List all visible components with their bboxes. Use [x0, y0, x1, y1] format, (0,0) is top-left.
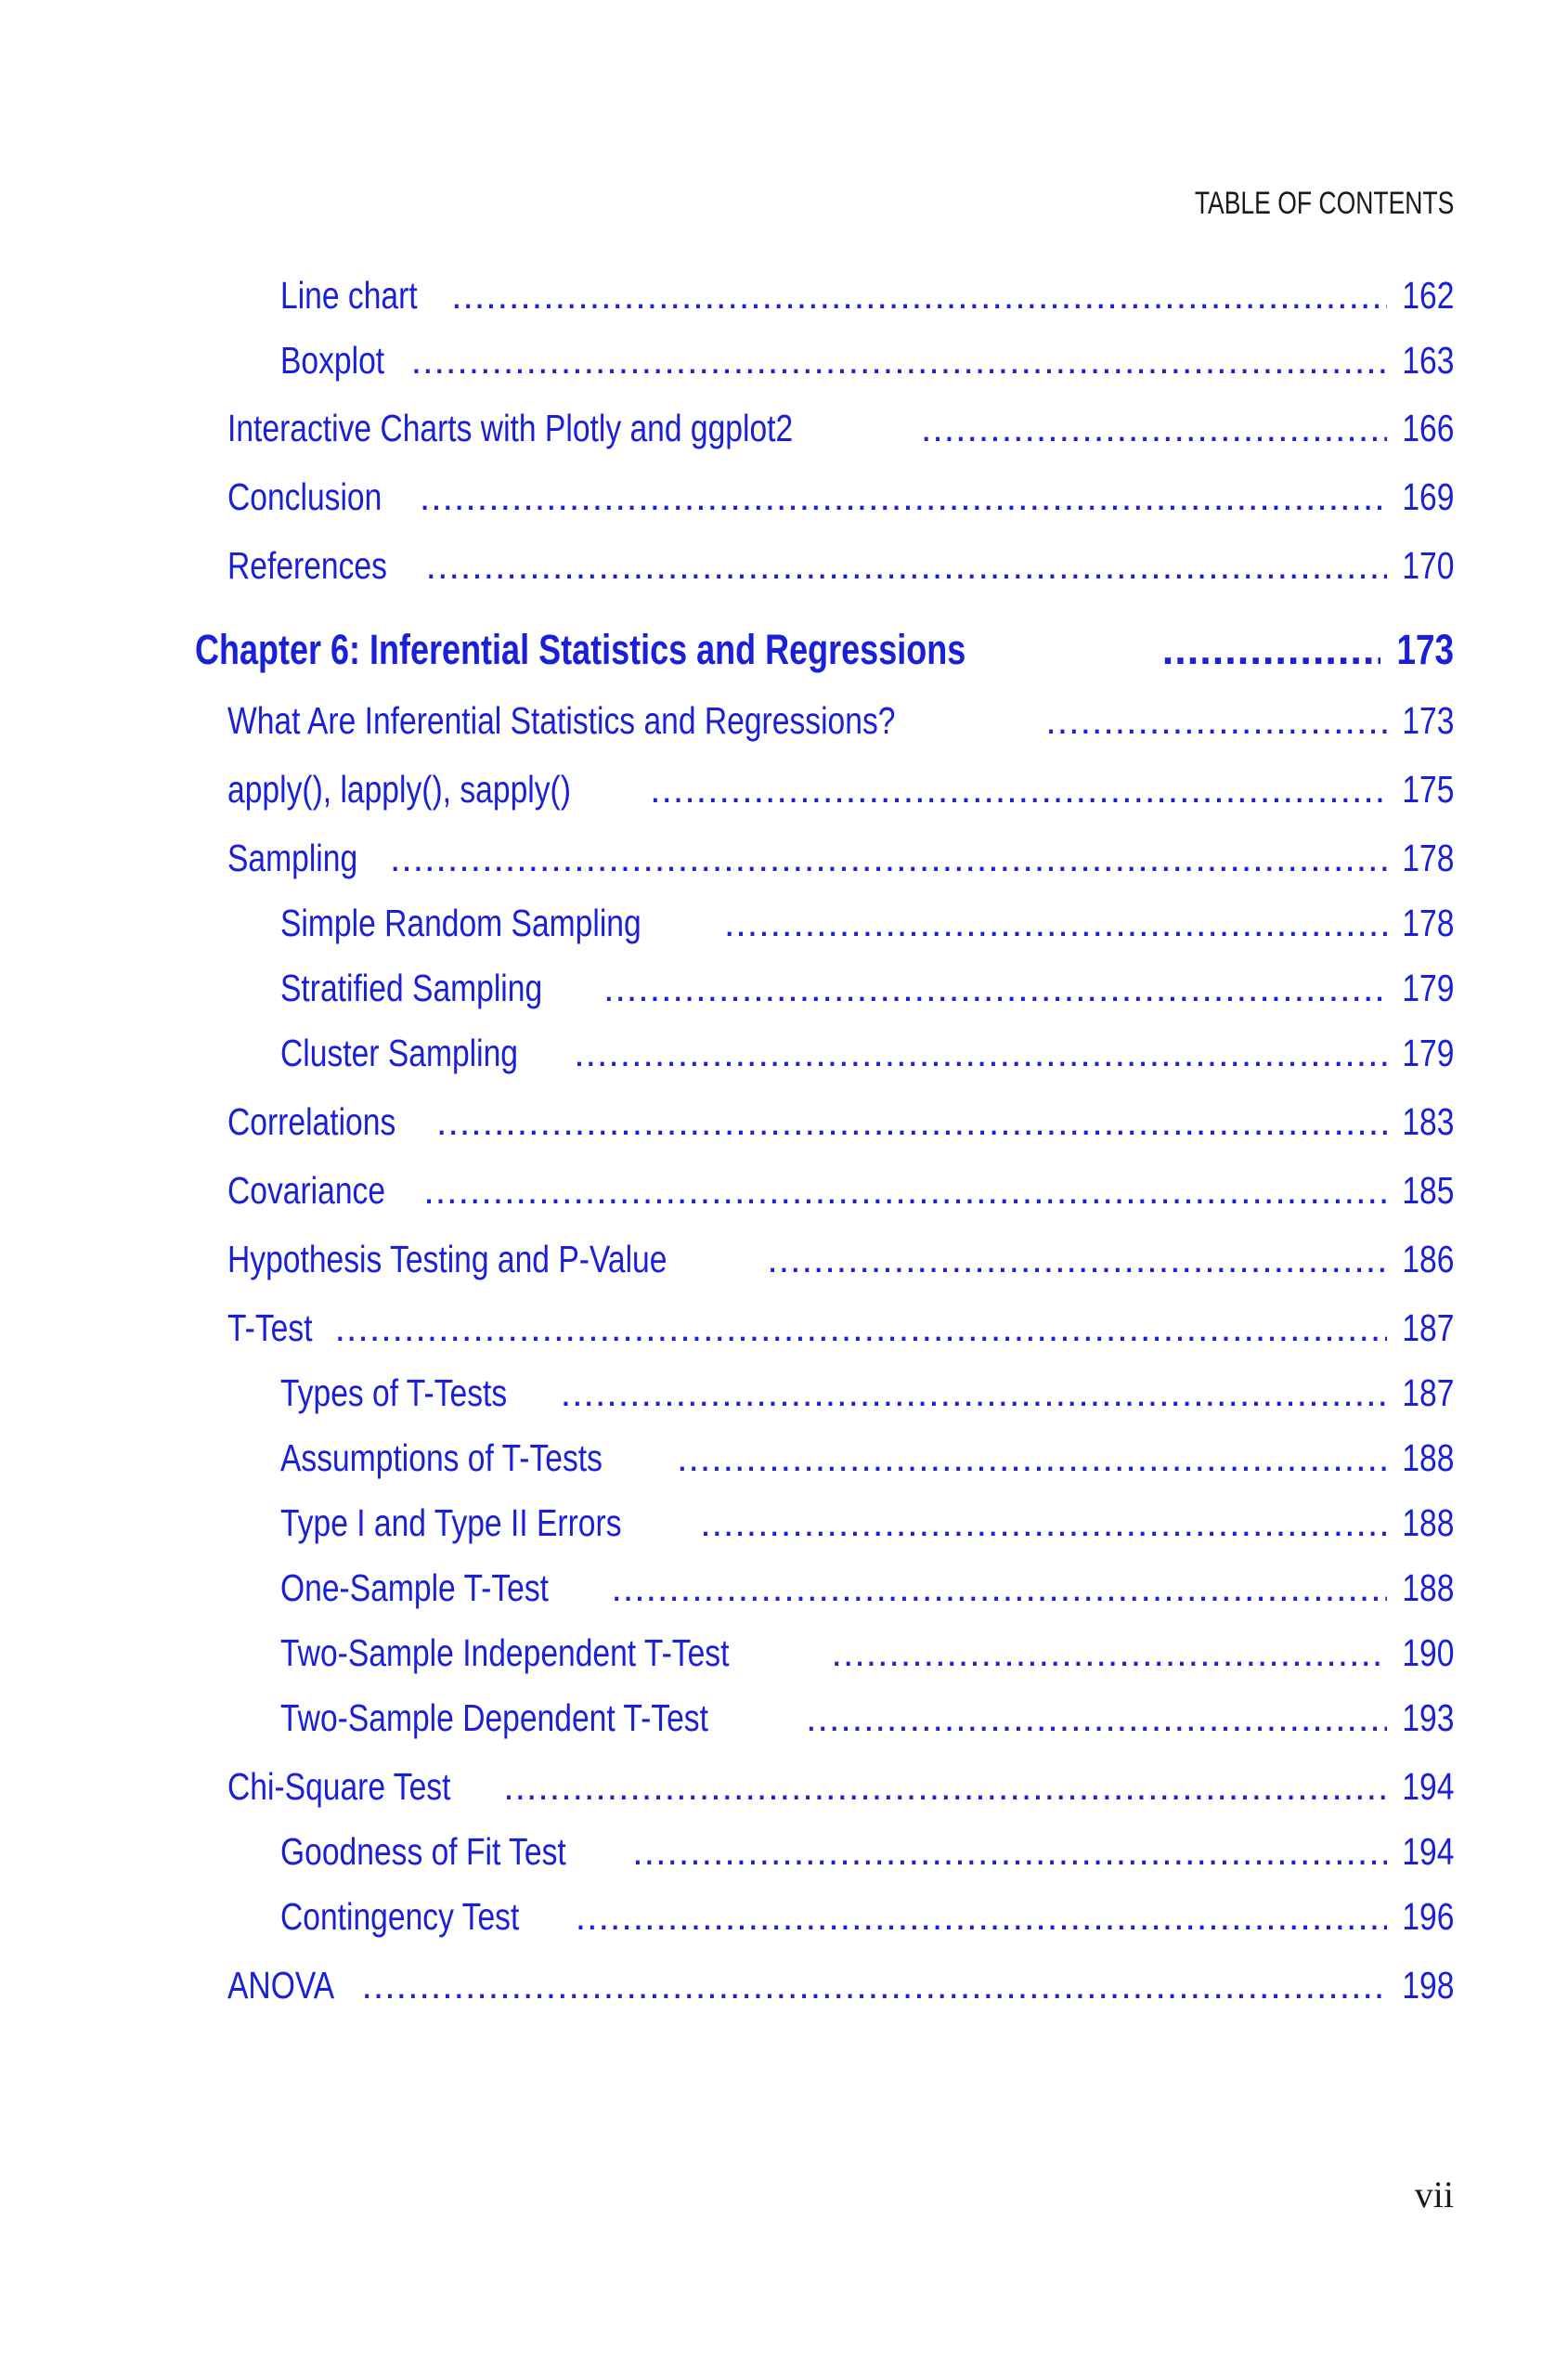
toc-dot-leader — [411, 339, 1387, 383]
toc-entry-anova[interactable] — [227, 1964, 1454, 2007]
toc-entry-label: Conclusion — [227, 475, 382, 518]
toc-entry-label: apply(), lapply(), sapply() — [227, 768, 571, 811]
toc-dot-leader — [832, 1631, 1387, 1675]
toc-entry-label: Interactive Charts with Plotly and ggplot2 — [227, 407, 794, 449]
toc-page-number: 185 — [1401, 1169, 1454, 1212]
toc-dot-leader — [806, 1696, 1386, 1740]
toc-entry-assumptions-of-t-tests[interactable] — [280, 1436, 1454, 1480]
toc-page-number: 188 — [1401, 1501, 1454, 1544]
toc-page-number: 186 — [1401, 1238, 1454, 1280]
toc-page-number: 190 — [1401, 1631, 1454, 1674]
toc-entry-chi-square-test[interactable] — [227, 1765, 1454, 1809]
toc-dot-leader — [335, 1306, 1387, 1350]
toc-page-number: 188 — [1401, 1436, 1454, 1479]
toc-entry-label: Covariance — [227, 1169, 386, 1212]
toc-dot-leader — [1045, 699, 1386, 743]
toc-page-number: 193 — [1401, 1696, 1454, 1739]
toc-dot-leader — [420, 475, 1387, 519]
toc-dot-leader — [390, 837, 1387, 880]
toc-entry-types-of-t-tests[interactable] — [280, 1371, 1454, 1415]
toc-page-number: 183 — [1401, 1100, 1454, 1143]
toc-entry-apply[interactable] — [227, 768, 1454, 812]
toc-dot-leader — [650, 768, 1386, 812]
toc-entry-two-sample-dependent-t-test[interactable] — [280, 1696, 1454, 1740]
toc-dot-leader — [503, 1765, 1386, 1809]
toc-entry-label: Stratified Sampling — [280, 967, 543, 1009]
toc-page-number: 194 — [1401, 1765, 1454, 1808]
toc-entry-boxplot[interactable] — [280, 339, 1454, 383]
toc-entry-two-sample-independent-t-test[interactable] — [280, 1631, 1454, 1675]
toc-page-number: 188 — [1401, 1566, 1454, 1609]
toc-page-number: 194 — [1401, 1830, 1454, 1873]
toc-page-number: 170 — [1401, 544, 1454, 587]
toc-dot-leader — [921, 407, 1387, 450]
toc-dot-leader — [362, 1964, 1387, 2007]
toc-entry-label: Correlations — [227, 1100, 396, 1143]
toc-entry-label: Boxplot — [280, 339, 385, 382]
toc-entry-label: T-Test — [227, 1306, 313, 1349]
toc-dot-leader — [677, 1436, 1387, 1480]
toc-dot-leader — [611, 1566, 1386, 1610]
toc-dot-leader — [700, 1501, 1386, 1545]
toc-entry-label: Chi-Square Test — [227, 1765, 451, 1808]
toc-entry-label: References — [227, 544, 387, 587]
toc-entry-correlations[interactable] — [227, 1100, 1454, 1144]
toc-entry-label: Assumptions of T-Tests — [280, 1436, 603, 1479]
toc-entry-references[interactable] — [227, 544, 1454, 588]
toc-dot-leader — [576, 1895, 1387, 1939]
toc-entry-label: Contingency Test — [280, 1895, 520, 1938]
toc-entry-line-chart[interactable] — [280, 274, 1454, 318]
toc-entry-covariance[interactable] — [227, 1169, 1454, 1213]
toc-entry-label: Goodness of Fit Test — [280, 1830, 566, 1873]
toc-entry-type-errors[interactable] — [280, 1501, 1454, 1545]
toc-page-number: 187 — [1401, 1371, 1454, 1414]
toc-page-number: 173 — [1396, 626, 1454, 673]
toc-dot-leader — [1162, 626, 1380, 674]
toc-entry-simple-random-sampling[interactable] — [280, 902, 1454, 945]
toc-page-number: 178 — [1401, 837, 1454, 879]
toc-dot-leader — [426, 544, 1387, 588]
toc-entry-t-test[interactable] — [227, 1306, 1454, 1350]
toc-page-number: 179 — [1401, 967, 1454, 1009]
toc-entry-sampling[interactable] — [227, 837, 1454, 880]
toc-entry-label: Two-Sample Dependent T-Test — [280, 1696, 708, 1739]
toc-page-number: 179 — [1401, 1032, 1454, 1074]
toc-entry-hypothesis-testing[interactable] — [227, 1238, 1454, 1281]
toc-entry-stratified-sampling[interactable] — [280, 967, 1454, 1010]
toc-entry-label: Line chart — [280, 274, 418, 317]
toc-page-number: 178 — [1401, 902, 1454, 944]
toc-dot-leader — [451, 274, 1387, 318]
toc-entry-label: Simple Random Sampling — [280, 902, 641, 944]
toc-page-number: 169 — [1401, 475, 1454, 518]
toc-entry-chapter-6[interactable] — [195, 626, 1454, 674]
toc-page-number: 166 — [1401, 407, 1454, 449]
toc-entry-label: Sampling — [227, 837, 358, 879]
toc-entry-label: Type I and Type II Errors — [280, 1501, 622, 1544]
toc-entry-label: ANOVA — [227, 1964, 335, 2007]
toc-page-number: 163 — [1401, 339, 1454, 382]
toc-entry-contingency-test[interactable] — [280, 1895, 1454, 1939]
toc-dot-leader — [632, 1830, 1386, 1874]
toc-page-number: 175 — [1401, 768, 1454, 811]
toc-dot-leader — [767, 1238, 1386, 1281]
toc-entry-label: One-Sample T-Test — [280, 1566, 550, 1609]
toc-entry-label: Cluster Sampling — [280, 1032, 518, 1074]
toc-entry-cluster-sampling[interactable] — [280, 1032, 1454, 1075]
toc-page-number: 196 — [1401, 1895, 1454, 1938]
toc-page-number: 187 — [1401, 1306, 1454, 1349]
toc-entry-what-are-inferential[interactable] — [227, 699, 1454, 743]
toc-entry-label: Hypothesis Testing and P-Value — [227, 1238, 667, 1280]
toc-entry-interactive-charts[interactable] — [227, 407, 1454, 450]
toc-entry-label: Types of T-Tests — [280, 1371, 508, 1414]
toc-entry-label: What Are Inferential Statistics and Regressions? — [227, 699, 896, 742]
page-number-folio: vii — [1414, 2174, 1454, 2215]
toc-dot-leader — [561, 1371, 1387, 1415]
toc-page-number: 198 — [1401, 1964, 1454, 2007]
toc-dot-leader — [603, 967, 1386, 1010]
running-head: TABLE OF CONTENTS — [1194, 186, 1454, 221]
toc-chapter-label: Chapter 6: Inferential Statistics and Regressions — [195, 626, 966, 673]
toc-dot-leader — [574, 1032, 1386, 1075]
toc-entry-label: Two-Sample Independent T-Test — [280, 1631, 730, 1674]
toc-entry-goodness-of-fit-test[interactable] — [280, 1830, 1454, 1874]
toc-page-number: 173 — [1401, 699, 1454, 742]
toc-entry-one-sample-t-test[interactable] — [280, 1566, 1454, 1610]
toc-entry-conclusion[interactable] — [227, 475, 1454, 519]
toc-dot-leader — [724, 902, 1387, 945]
toc-dot-leader — [423, 1169, 1386, 1213]
toc-dot-leader — [436, 1100, 1387, 1144]
toc-page-number: 162 — [1401, 274, 1454, 317]
